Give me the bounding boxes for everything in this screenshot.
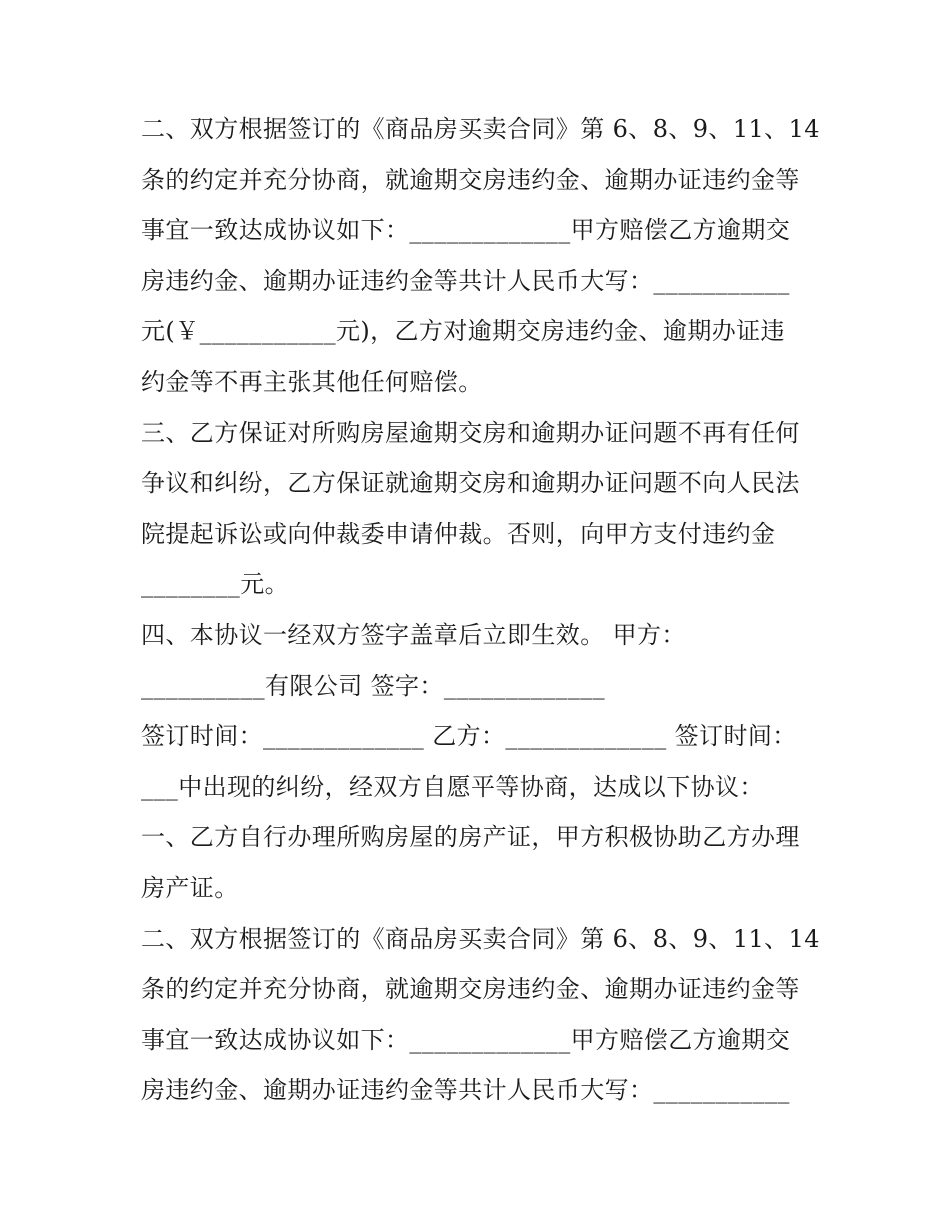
text-line: 条的约定并充分协商，就逾期交房违约金、逾期办证违约金等	[141, 975, 800, 1004]
text-line: 约金等不再主张其他任何赔偿。	[141, 367, 483, 396]
text-line: 签订时间：_____________ 乙方：_____________ 签订时间：	[141, 722, 797, 751]
text-line: 院提起诉讼或向仲裁委申请仲裁。否则，向甲方支付违约金	[141, 519, 776, 548]
text-line: 二、双方根据签订的《商品房买卖合同》第 6、8、9、11、14	[141, 924, 820, 953]
text-line: 元(￥___________元)，乙方对逾期交房违约金、逾期办证违	[141, 317, 785, 346]
text-line: ________元。	[141, 570, 289, 599]
text-line: 三、乙方保证对所购房屋逾期交房和逾期办证问题不再有任何	[141, 418, 800, 447]
text-line: 事宜一致达成协议如下：_____________甲方赔偿乙方逾期交	[141, 1025, 791, 1054]
text-line: 一、乙方自行办理所购房屋的房产证，甲方积极协助乙方办理	[141, 823, 800, 852]
text-line: 房违约金、逾期办证违约金等共计人民币大写：___________	[141, 1076, 790, 1105]
text-line: 争议和纠纷，乙方保证就逾期交房和逾期办证问题不向人民法	[141, 469, 800, 498]
text-line: 条的约定并充分协商，就逾期交房违约金、逾期办证违约金等	[141, 165, 800, 194]
text-line: ___中出现的纠纷，经双方自愿平等协商，达成以下协议：	[141, 772, 764, 801]
text-line: __________有限公司 签字：_____________	[141, 671, 606, 700]
text-line: 事宜一致达成协议如下：_____________甲方赔偿乙方逾期交	[141, 216, 791, 245]
text-line: 四、本协议一经双方签字盖章后立即生效。 甲方：	[141, 620, 686, 649]
text-line: 二、双方根据签订的《商品房买卖合同》第 6、8、9、11、14	[141, 115, 820, 143]
agreement-body-text	[141, 104, 821, 1116]
text-line: 房违约金、逾期办证违约金等共计人民币大写：___________	[141, 266, 790, 295]
text-line: 房产证。	[141, 873, 239, 902]
